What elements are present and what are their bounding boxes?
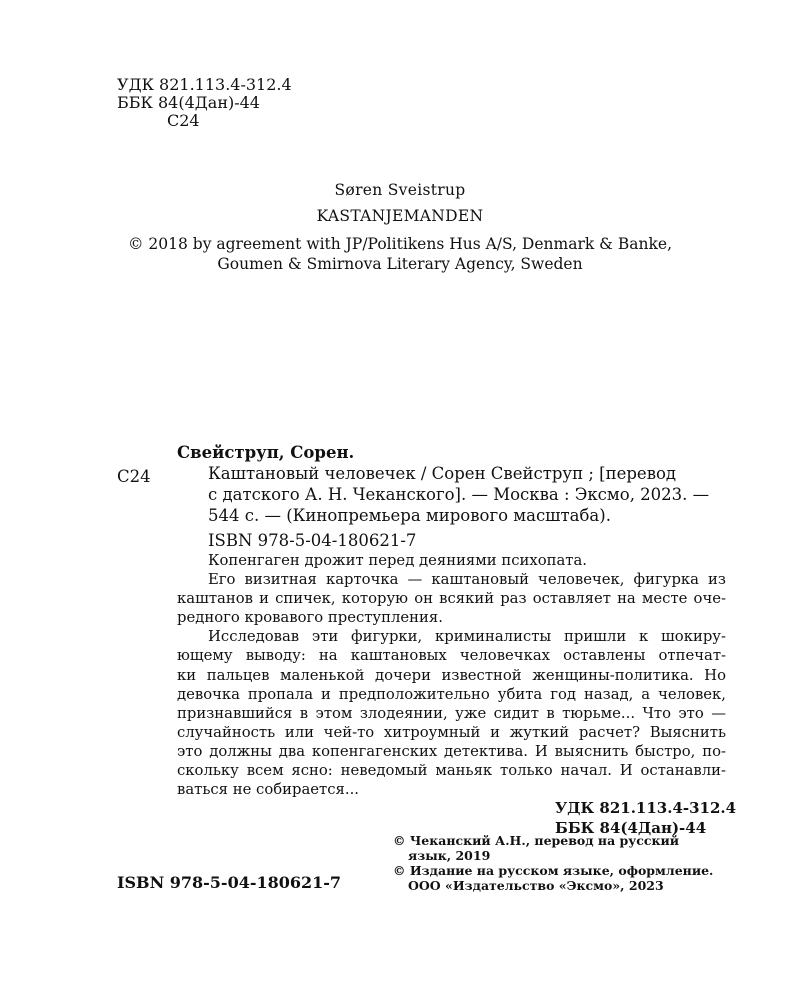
classification-block [555, 798, 736, 838]
annotation-line: ваться не собирается... [177, 781, 359, 799]
annotation-line: Исследовав эти фигурки, криминалисты пришли к шокиру- [208, 628, 726, 646]
annotation-line: ющему выводу: на каштановых человечках оставлены отпечат- [177, 647, 726, 665]
original-title: KASTANJEMANDEN [316, 207, 484, 225]
top-classification [117, 76, 292, 130]
edition-copyright-line: ООО «Издательство «Эксмо», 2023 [408, 878, 664, 893]
catalog-card-isbn: ISBN 978-5-04-180621-7 [208, 531, 417, 550]
bottom-isbn: ISBN 978-5-04-180621-7 [117, 873, 342, 892]
catalog-card-author: Свейструп, Сорен. [177, 443, 355, 462]
annotation-line: редного кровавого преступления. [177, 609, 443, 627]
catalog-card-code: С24 [117, 467, 151, 486]
udk-code: УДК 821.113.4-312.4 [117, 75, 292, 94]
bbk-code: ББК 84(4Дан)-44 [555, 819, 707, 837]
annotation-line: признавшийся в этом злодеянии, уже сидит в тюрьме... Что это — [177, 704, 726, 722]
bbk-code: ББК 84(4Дан)-44 [117, 93, 260, 112]
edition-copyright-line: © Издание на русском языке, оформление. [393, 863, 714, 878]
annotation-line: скольку всем ясно: неведомый маньяк только начал. И останавли- [177, 762, 726, 780]
description-line: Каштановый человечек / Сорен Свейструп ; [перевод [208, 464, 677, 483]
publisher-copyright [393, 833, 713, 893]
author-sign-code: С24 [167, 111, 200, 130]
udk-code: УДК 821.113.4-312.4 [555, 799, 737, 817]
annotation-line: случайность или чей-то хитроумный и жуткий расчет? Выяснить [177, 723, 726, 741]
annotation-line: ки пальцев маленькой дочери известной женщины-политика. Но [177, 666, 726, 684]
translation-copyright-line: язык, 2019 [408, 848, 491, 863]
description-line: с датского А. Н. Чеканского]. — Москва : Эксмо, 2023. — [208, 485, 710, 504]
original-copyright [0, 234, 800, 274]
annotation-line: это должны два копенгагенских детектива. И выяснить быстро, по- [177, 742, 726, 760]
annotation-line: девочка пропала и предположительно убита год назад, а человек, [177, 685, 726, 703]
annotation-line: Копенгаген дрожит перед деяниями психопата. [208, 552, 588, 569]
translation-copyright-line: © Чеканский А.Н., перевод на русский [393, 833, 680, 848]
copyright-line: Goumen & Smirnova Literary Agency, Sweden [217, 255, 583, 273]
copyright-line: © 2018 by agreement with JP/Politikens Hus A/S, Denmark & Banke, [127, 235, 673, 253]
annotation-line: каштанов и спичек, которую он всякий раз оставляет на месте оче- [177, 590, 726, 608]
original-author: Søren Sveistrup [334, 181, 466, 199]
annotation-line: Его визитная карточка — каштановый человечек, фигурка из [208, 571, 726, 589]
description-line: 544 с. — (Кинопремьера мирового масштаба). [208, 506, 611, 525]
catalog-card-description [208, 463, 728, 526]
book-annotation [177, 551, 726, 799]
